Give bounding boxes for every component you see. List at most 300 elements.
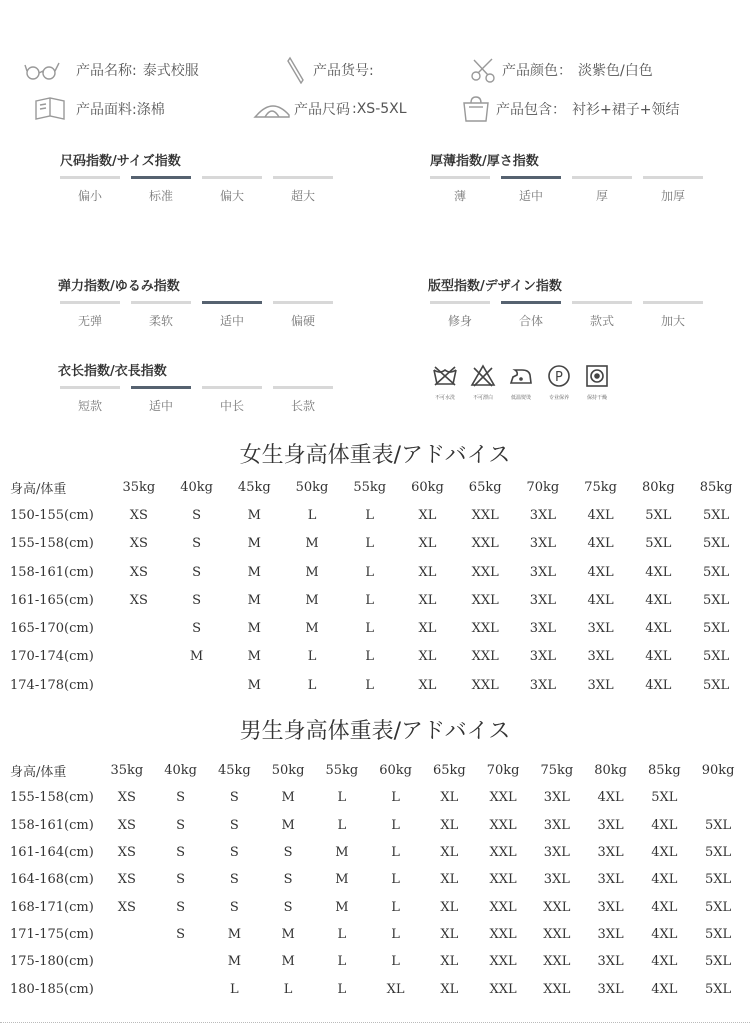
table-cell: M xyxy=(305,536,319,552)
table-cell: M xyxy=(227,954,242,970)
table-cell: XS xyxy=(117,817,136,833)
table-cell: L xyxy=(337,954,347,970)
table-cell: L xyxy=(391,926,400,942)
index-option xyxy=(273,386,333,414)
table-row xyxy=(10,948,745,975)
index-bar-selected xyxy=(501,301,561,304)
index-option-label: 超大 xyxy=(290,189,315,203)
women-size-table xyxy=(10,473,745,699)
table-cell: 3XL xyxy=(597,899,624,915)
table-cell: L xyxy=(307,507,317,523)
product-size-row xyxy=(252,94,407,124)
care-label-no-bleach: 不可漂白 xyxy=(472,395,493,401)
table-cell: L xyxy=(391,954,400,970)
product-name-row xyxy=(20,55,199,85)
index-option-label: 偏小 xyxy=(77,189,102,203)
table-cell: 4XL xyxy=(651,954,678,970)
table-row xyxy=(10,893,745,920)
table-cell: S xyxy=(176,926,186,942)
table-cell: 3XL xyxy=(587,621,614,637)
dry-clean-icon xyxy=(546,364,572,388)
table-cell: 3XL xyxy=(597,845,624,861)
index-option xyxy=(60,386,120,414)
table-cell: 5XL xyxy=(703,677,730,693)
table-cell xyxy=(691,784,745,811)
elasticity-index-title: 弹力指数/ゆるみ指数 xyxy=(58,279,180,294)
table-cell: L xyxy=(365,564,375,580)
care-label-iron: 低温熨烫 xyxy=(510,395,531,401)
index-option xyxy=(430,301,490,329)
table-cell: XS xyxy=(129,592,148,608)
table-cell xyxy=(100,975,154,1002)
index-option xyxy=(273,176,333,204)
product-code-label: 产品货号: xyxy=(313,63,374,79)
thickness-index-scale xyxy=(430,176,714,204)
table-cell: L xyxy=(337,790,347,806)
table-row xyxy=(10,921,745,948)
index-option-label: 薄 xyxy=(453,189,466,203)
index-bar xyxy=(572,301,632,304)
index-bar-selected xyxy=(202,301,262,304)
header-cell: 85kg xyxy=(699,479,733,495)
index-bar-selected xyxy=(501,176,561,179)
index-option-label: 修身 xyxy=(447,314,472,328)
row-label-cell: 155-158(cm) xyxy=(10,790,94,806)
table-cell xyxy=(110,614,168,642)
table-cell: L xyxy=(391,790,400,806)
table-cell: S xyxy=(192,507,202,523)
table-cell: M xyxy=(281,954,295,970)
header-cell: 65kg xyxy=(468,479,502,495)
table-cell: 4XL xyxy=(651,981,678,997)
tumble-dry-icon xyxy=(584,364,610,388)
table-cell: M xyxy=(335,899,349,915)
table-row xyxy=(10,784,745,811)
product-code-row xyxy=(282,55,374,85)
index-option-label: 适中 xyxy=(148,399,173,413)
table-cell xyxy=(110,671,168,699)
table-cell: M xyxy=(247,621,261,637)
header-cell: 40kg xyxy=(180,479,213,495)
index-option xyxy=(131,301,191,329)
index-bar-selected xyxy=(131,386,191,389)
table-cell: XS xyxy=(129,507,148,523)
table-cell: 5XL xyxy=(705,899,732,915)
table-cell: 3XL xyxy=(529,621,556,637)
table-cell: XXL xyxy=(471,592,499,608)
table-row xyxy=(10,558,745,586)
table-cell: M xyxy=(247,649,261,665)
table-cell: 3XL xyxy=(543,845,570,861)
row-label-cell: 170-174(cm) xyxy=(10,649,94,665)
index-option-label: 中长 xyxy=(219,399,244,413)
table-cell: S xyxy=(283,845,293,861)
table-cell: XS xyxy=(129,564,148,580)
index-bar xyxy=(273,386,333,389)
table-cell: 4XL xyxy=(587,536,614,552)
table-row xyxy=(10,501,745,529)
table-cell: XXL xyxy=(489,981,517,997)
table-cell: 5XL xyxy=(703,507,730,523)
table-cell: L xyxy=(365,592,375,608)
table-cell: 3XL xyxy=(587,677,614,693)
index-bar xyxy=(202,176,262,179)
table-cell xyxy=(100,948,154,975)
row-label-cell: 174-178(cm) xyxy=(10,677,94,693)
table-cell: S xyxy=(229,899,239,915)
table-cell: XL xyxy=(440,845,459,861)
table-cell: XL xyxy=(418,507,437,523)
men-size-table xyxy=(10,757,745,1003)
product-color-value: 淡紫色/白色 xyxy=(578,63,653,79)
index-option xyxy=(643,301,703,329)
table-cell: M xyxy=(305,621,319,637)
triangle-ruler-icon xyxy=(252,94,292,124)
table-cell: XL xyxy=(418,592,437,608)
table-cell: XXL xyxy=(471,621,499,637)
index-option xyxy=(430,176,490,204)
table-cell: 4XL xyxy=(651,845,678,861)
index-option xyxy=(131,386,191,414)
table-cell: M xyxy=(247,536,261,552)
table-cell: 5XL xyxy=(645,536,672,552)
table-cell: XXL xyxy=(489,790,517,806)
table-cell: 5XL xyxy=(705,954,732,970)
table-cell: S xyxy=(192,621,202,637)
table-cell: L xyxy=(365,677,375,693)
header-cell: 85kg xyxy=(648,763,681,779)
no-bleach-icon xyxy=(470,364,496,388)
table-cell: L xyxy=(365,536,375,552)
product-color-label: 产品颜色： xyxy=(502,63,572,79)
index-option-label: 无弹 xyxy=(77,314,102,328)
table-cell xyxy=(110,643,168,671)
table-row xyxy=(10,671,745,699)
table-cell: L xyxy=(283,981,293,997)
table-row xyxy=(10,586,745,614)
table-cell: 3XL xyxy=(597,981,624,997)
row-label-cell: 165-170(cm) xyxy=(10,621,94,637)
table-row xyxy=(10,614,745,642)
index-option-label: 柔软 xyxy=(148,314,173,328)
care-item-no-bleach xyxy=(464,364,502,401)
product-color-row xyxy=(466,55,653,85)
product-include-row xyxy=(458,94,679,124)
table-cell: 3XL xyxy=(529,564,556,580)
row-label-cell: 161-165(cm) xyxy=(10,592,94,608)
size-index-scale xyxy=(60,176,344,204)
table-cell: 4XL xyxy=(645,677,672,693)
table-cell: 3XL xyxy=(529,649,556,665)
index-option-label: 合体 xyxy=(518,314,543,328)
table-cell: XXL xyxy=(489,926,517,942)
index-option xyxy=(202,301,262,329)
table-cell: M xyxy=(247,677,261,693)
table-cell: XXL xyxy=(489,817,517,833)
table-cell: XXL xyxy=(471,536,499,552)
table-cell: M xyxy=(247,592,261,608)
index-option xyxy=(60,176,120,204)
row-label-cell: 150-155(cm) xyxy=(10,507,94,523)
table-cell: L xyxy=(391,845,400,861)
product-fabric-value: 涤棉 xyxy=(136,102,165,118)
table-cell: XL xyxy=(418,621,437,637)
table-cell: 5XL xyxy=(705,817,732,833)
header-cell: 50kg xyxy=(295,479,329,495)
table-cell: XS xyxy=(117,872,136,888)
table-cell: S xyxy=(192,564,202,580)
index-option xyxy=(501,301,561,329)
table-cell: 3XL xyxy=(543,817,570,833)
table-cell: XL xyxy=(418,564,437,580)
table-cell: XL xyxy=(418,536,437,552)
table-cell: S xyxy=(176,899,186,915)
table-cell: 3XL xyxy=(597,872,624,888)
table-cell: 4XL xyxy=(597,790,624,806)
table-cell: L xyxy=(337,926,347,942)
header-cell: 90kg xyxy=(701,763,735,779)
index-bar xyxy=(643,176,703,179)
header-cell: 45kg xyxy=(218,763,251,779)
product-name-label: 产品名称: xyxy=(76,63,137,79)
table-cell: L xyxy=(337,817,347,833)
table-cell: S xyxy=(192,536,202,552)
index-bar xyxy=(643,301,703,304)
table-cell: M xyxy=(281,817,295,833)
table-cell: L xyxy=(391,872,400,888)
table-cell: XL xyxy=(440,899,459,915)
table-cell: L xyxy=(365,649,375,665)
table-cell: XXL xyxy=(471,507,499,523)
table-cell: XXL xyxy=(543,926,571,942)
table-cell: XXL xyxy=(543,981,571,997)
product-name-value: 泰式校服 xyxy=(142,63,199,79)
header-cell: 60kg xyxy=(411,479,444,495)
product-size-label: 产品尺码 xyxy=(294,102,350,118)
header-corner-cell: 身高/体重 xyxy=(10,765,67,781)
thickness-index-title: 厚薄指数/厚さ指数 xyxy=(430,154,539,169)
header-cell: 35kg xyxy=(110,763,144,779)
header-corner-cell: 身高/体重 xyxy=(10,481,67,497)
length-index-scale xyxy=(60,386,344,414)
care-label-no-wash: 不可水洗 xyxy=(434,395,455,401)
dry-clean-letter: P xyxy=(555,370,563,385)
row-label-cell: 175-180(cm) xyxy=(10,954,94,970)
care-label-dry-clean: 专业保养 xyxy=(548,395,569,401)
index-bar xyxy=(430,176,490,179)
index-option xyxy=(60,301,120,329)
header-cell: 65kg xyxy=(433,763,466,779)
table-cell: 4XL xyxy=(645,649,672,665)
table-cell: M xyxy=(189,649,204,665)
index-option-label: 标准 xyxy=(148,189,173,203)
index-option-label: 款式 xyxy=(589,314,614,328)
table-cell: S xyxy=(229,872,239,888)
table-cell: S xyxy=(229,845,239,861)
table-cell: 3XL xyxy=(529,677,556,693)
row-label-cell: 158-161(cm) xyxy=(10,564,94,580)
table-cell: M xyxy=(227,926,242,942)
table-cell: XXL xyxy=(489,845,517,861)
table-cell: 5XL xyxy=(703,564,730,580)
product-include-label: 产品包含： xyxy=(496,102,566,118)
table-cell: 4XL xyxy=(587,592,614,608)
table-cell: XXL xyxy=(471,564,499,580)
care-item-no-wash xyxy=(426,364,464,401)
table-cell: 4XL xyxy=(651,872,678,888)
index-option xyxy=(643,176,703,204)
fit-index-title: 版型指数/デザイン指数 xyxy=(428,279,562,294)
header-cell: 35kg xyxy=(122,479,156,495)
no-wash-icon xyxy=(432,364,458,388)
table-cell: 3XL xyxy=(543,872,570,888)
table-cell: XXL xyxy=(543,954,571,970)
index-option xyxy=(131,176,191,204)
care-item-iron xyxy=(502,364,540,401)
table-cell: L xyxy=(337,981,347,997)
table-cell: M xyxy=(281,790,295,806)
table-cell: L xyxy=(391,899,400,915)
table-cell: XS xyxy=(117,845,136,861)
index-option xyxy=(273,301,333,329)
table-cell: M xyxy=(335,845,349,861)
care-item-dry-clean xyxy=(540,364,578,401)
table-cell: L xyxy=(391,817,400,833)
index-option-label: 偏大 xyxy=(219,189,244,203)
row-label-cell: 180-185(cm) xyxy=(10,981,94,997)
table-row xyxy=(10,530,745,558)
table-cell: XXL xyxy=(489,954,517,970)
table-cell: S xyxy=(283,899,293,915)
table-cell: L xyxy=(365,507,375,523)
table-cell: L xyxy=(307,649,317,665)
table-cell: 4XL xyxy=(651,899,678,915)
product-size-value: :XS-5XL xyxy=(352,101,407,117)
row-label-cell: 158-161(cm) xyxy=(10,817,94,833)
elasticity-index-scale xyxy=(60,301,344,329)
table-cell: XL xyxy=(440,954,459,970)
table-cell: 3XL xyxy=(597,926,624,942)
fabric-book-icon xyxy=(30,94,70,124)
header-cell: 80kg xyxy=(594,763,627,779)
table-cell: L xyxy=(307,677,317,693)
scissors-icon xyxy=(466,55,500,85)
table-cell: XXL xyxy=(489,872,517,888)
row-label-cell: 155-158(cm) xyxy=(10,536,94,552)
index-option-label: 适中 xyxy=(219,314,244,328)
table-cell: 4XL xyxy=(587,564,614,580)
table-cell: 3XL xyxy=(597,954,624,970)
table-cell: 4XL xyxy=(645,592,672,608)
table-cell: XXL xyxy=(489,899,517,915)
table-cell: M xyxy=(281,926,295,942)
table-cell: 5XL xyxy=(705,845,732,861)
table-cell: S xyxy=(176,790,186,806)
index-bar xyxy=(430,301,490,304)
index-option-label: 适中 xyxy=(518,189,543,203)
table-cell: M xyxy=(247,564,261,580)
table-cell: L xyxy=(230,981,239,997)
table-cell: S xyxy=(229,817,239,833)
index-option-label: 长款 xyxy=(290,399,315,413)
index-option-label: 短款 xyxy=(77,399,102,413)
table-header-row xyxy=(10,473,745,501)
table-cell xyxy=(168,671,226,699)
table-cell: S xyxy=(283,872,293,888)
pencil-icon xyxy=(282,55,310,85)
table-cell: 5XL xyxy=(703,621,730,637)
table-cell: 3XL xyxy=(529,536,556,552)
table-cell: XXL xyxy=(471,677,499,693)
header-cell: 55kg xyxy=(325,763,359,779)
table-cell: XL xyxy=(418,677,437,693)
size-index-title: 尺码指数/サイズ指数 xyxy=(60,154,181,169)
row-label-cell: 164-168(cm) xyxy=(10,872,94,888)
table-cell: XL xyxy=(418,649,437,665)
table-cell: M xyxy=(247,507,261,523)
bottom-divider xyxy=(0,1022,750,1023)
index-bar xyxy=(202,386,262,389)
row-label-cell: 171-175(cm) xyxy=(10,926,94,942)
table-cell: S xyxy=(176,845,186,861)
glasses-icon xyxy=(20,55,66,85)
table-row xyxy=(10,812,745,839)
table-cell: 3XL xyxy=(543,790,570,806)
table-cell: XL xyxy=(440,817,459,833)
header-cell: 75kg xyxy=(540,763,574,779)
index-bar-selected xyxy=(131,176,191,179)
row-label-cell: 161-164(cm) xyxy=(10,845,94,861)
table-cell: XXL xyxy=(471,649,499,665)
index-option xyxy=(202,176,262,204)
index-option-label: 厚 xyxy=(595,189,608,203)
table-cell: 5XL xyxy=(703,592,730,608)
table-cell: XL xyxy=(440,926,459,942)
table-cell: XS xyxy=(117,899,136,915)
table-cell: S xyxy=(229,790,239,806)
header-cell: 45kg xyxy=(237,479,271,495)
table-cell: XL xyxy=(440,790,459,806)
header-cell: 50kg xyxy=(271,763,305,779)
index-bar xyxy=(273,176,333,179)
product-fabric-label: 产品面料: xyxy=(76,102,137,118)
men-table-title: 男生身高体重表/アドバイス xyxy=(239,719,511,744)
length-index-title: 衣长指数/衣長指数 xyxy=(58,364,167,379)
table-cell xyxy=(100,921,154,948)
table-cell: 4XL xyxy=(587,507,614,523)
table-cell xyxy=(154,975,208,1002)
table-cell: 4XL xyxy=(645,564,672,580)
table-cell: 3XL xyxy=(529,592,556,608)
index-bar xyxy=(131,301,191,304)
table-row xyxy=(10,839,745,866)
table-cell: 5XL xyxy=(705,926,732,942)
index-bar xyxy=(273,301,333,304)
table-cell: 4XL xyxy=(645,621,672,637)
index-option-label: 偏硬 xyxy=(290,314,315,328)
table-cell: XL xyxy=(386,981,405,997)
table-cell: L xyxy=(365,621,375,637)
care-instructions xyxy=(426,364,616,401)
index-bar xyxy=(572,176,632,179)
table-row xyxy=(10,643,745,671)
table-cell: S xyxy=(176,872,186,888)
table-header-row xyxy=(10,757,745,784)
index-option-label: 加大 xyxy=(660,314,685,328)
header-cell: 75kg xyxy=(584,479,617,495)
header-cell: 70kg xyxy=(526,479,560,495)
table-cell xyxy=(154,948,208,975)
